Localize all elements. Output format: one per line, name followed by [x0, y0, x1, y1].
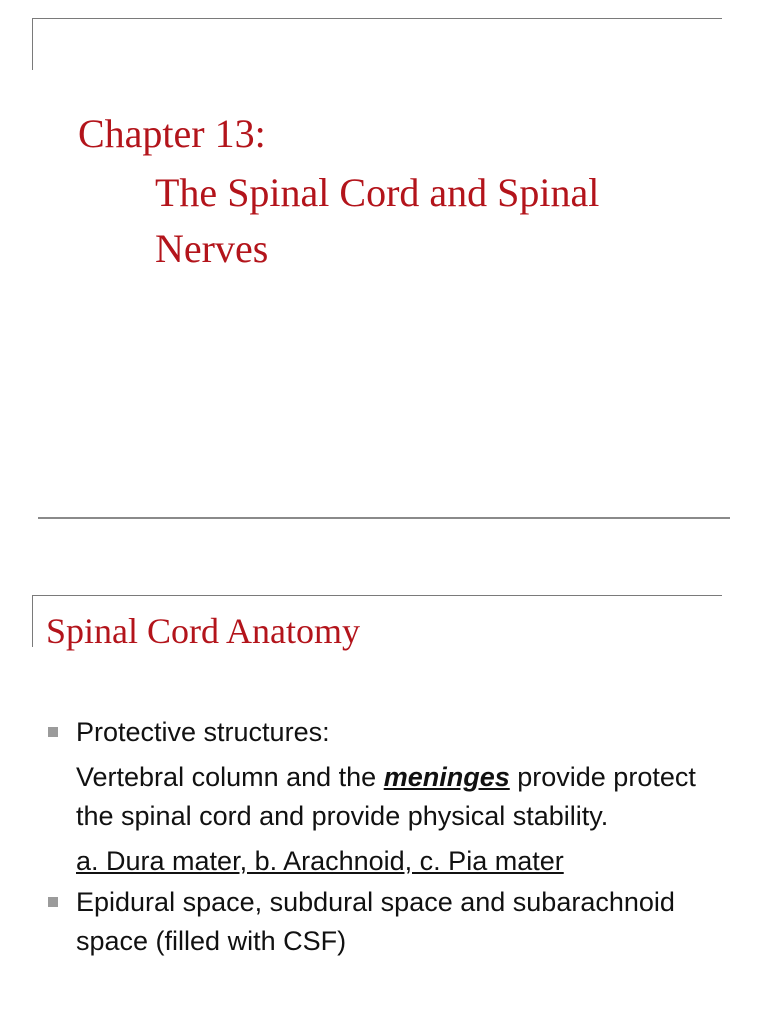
slide1-left-border — [32, 18, 33, 70]
slide1-top-border — [32, 18, 722, 19]
slide-heading: Spinal Cord Anatomy — [46, 611, 360, 651]
bullet-label: Protective structures: — [76, 717, 330, 747]
slide-spinal-cord-anatomy — [0, 519, 768, 1024]
bullet-list — [46, 713, 736, 961]
paragraph-text-end: provide protect the spinal cord and provide physical stability. — [76, 762, 696, 831]
meninges-term: meninges — [383, 762, 510, 792]
slide2-left-border — [32, 595, 33, 647]
bullet-item-protective-structures — [46, 713, 736, 752]
square-bullet-icon — [48, 897, 58, 907]
bullet-label: Epidural space, subdural space and subarachnoid space (filled with CSF) — [76, 887, 675, 956]
chapter-title: The Spinal Cord and Spinal Nerves — [155, 170, 600, 271]
bullet-item-spaces — [46, 883, 736, 961]
meninges-layers: a. Dura mater, b. Arachnoid, c. Pia mater — [76, 846, 564, 876]
slide2-top-border — [32, 595, 722, 596]
square-bullet-icon — [48, 727, 58, 737]
protective-paragraph — [46, 758, 736, 836]
paragraph-text-start: Vertebral column and the — [76, 762, 384, 792]
chapter-label: Chapter 13: — [78, 111, 266, 156]
